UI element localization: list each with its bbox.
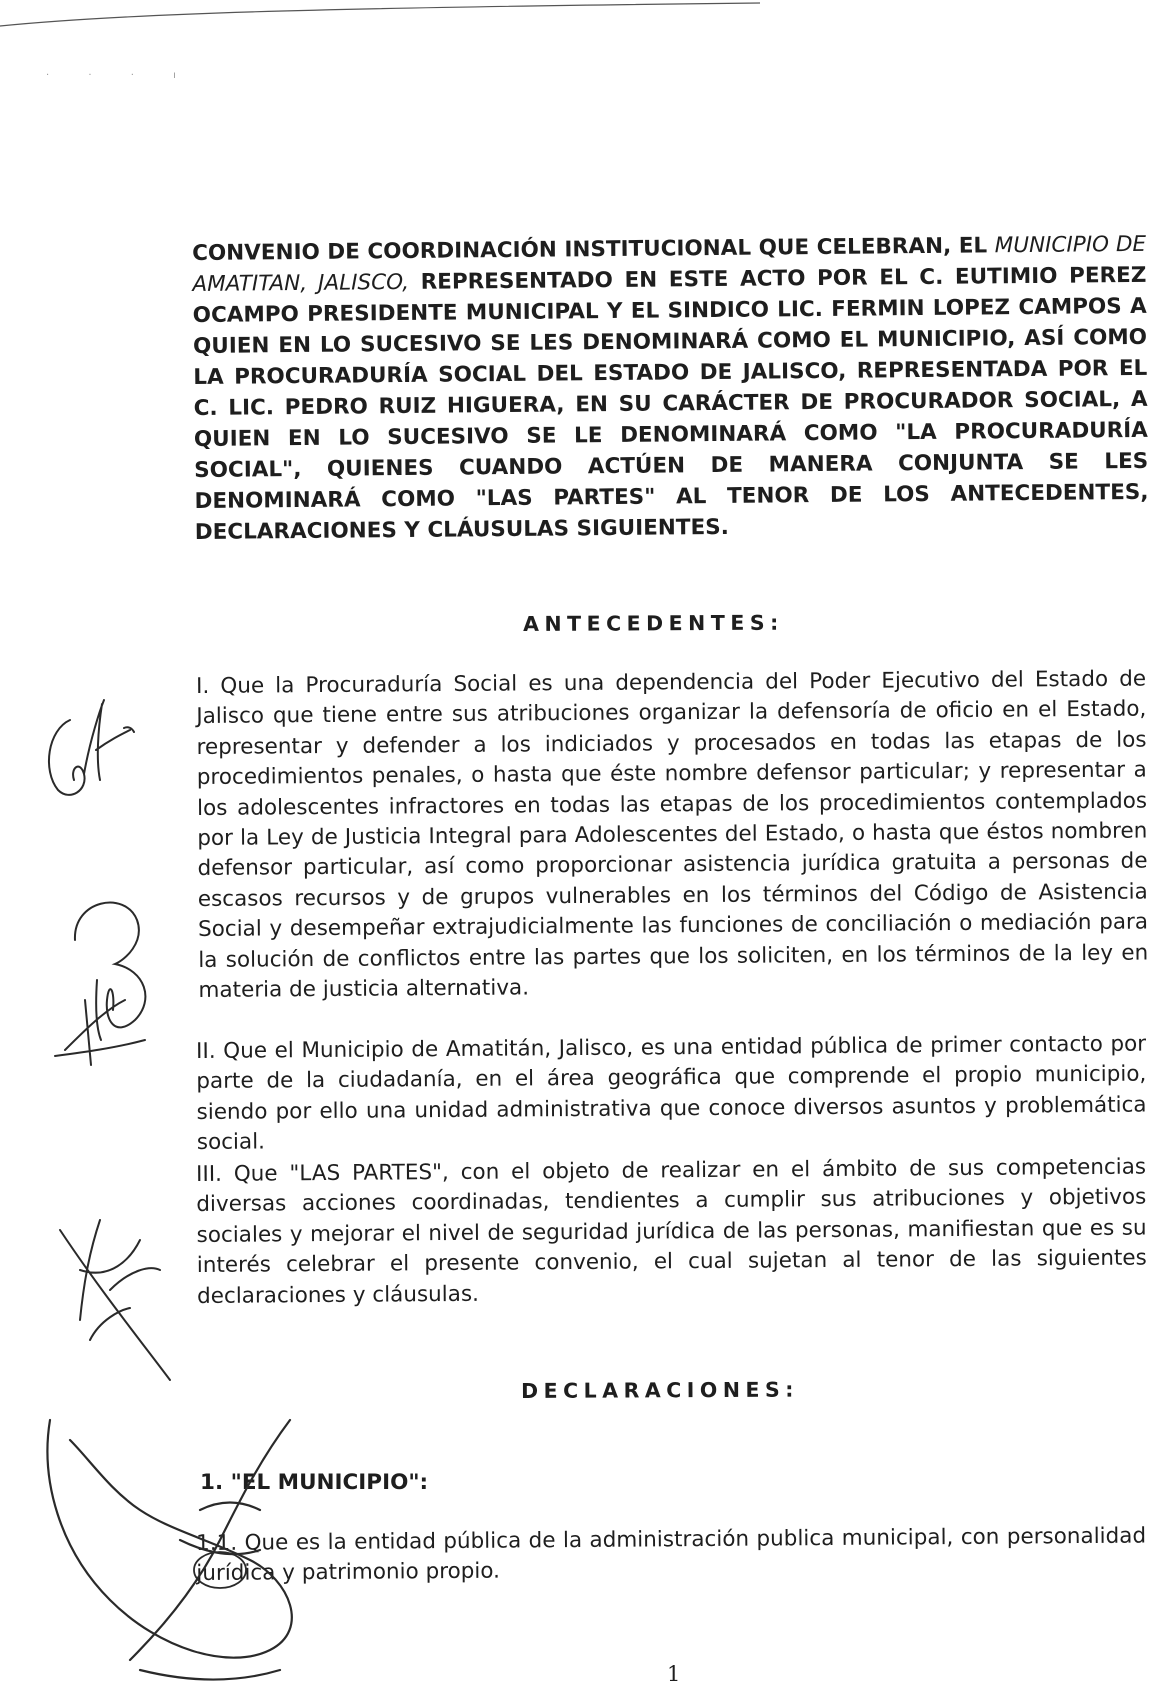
title-italic: MUNICIPIO DE AMATITAN, JALISCO,: [192, 231, 1147, 297]
scan-edge-line: [0, 0, 1158, 40]
initials-signature-2: [45, 880, 165, 1070]
declaraciones-heading: DECLARACIONES:: [521, 1377, 799, 1403]
antecedente-2: II. Que el Municipio de Amatitán, Jalisco, es una entidad pública de primer contacto por parte de la ciudadanía, en el área geográfica que comprende el propio municipio, siendo por ello una unidad administrativa que conoce diversos asuntos y problemática social.: [196, 1031, 1147, 1156]
margin-marks: · · · ı: [46, 70, 194, 81]
antecedente-1: I. Que la Procuraduría Social es una dependencia del Poder Ejecutivo del Estado de Jalisco que tiene entre sus atribuciones organizar la defensoría de oficio en el Estado, representar y defender a los indiciados y procesados en todas las etapas de los procedimientos penales, o hasta que éste nombre defensor particular; y representar a los adolescentes infractores en todas las etapas de los procedimientos contemplados por la Ley de Justicia Integral para Adolescentes del Estado, o hasta que éstos nombren defensor particular, así como proporcionar asistencia jurídica gratuita a personas de escasos recursos y de grupos vulnerables en los términos del Código de Asistencia Social y desempeñar extrajudicialmente las funciones de conciliación o mediación para la solución de conflictos entre las partes que los soliciten, en los términos de la ley en materia de justicia alternativa.: [196, 666, 1149, 1004]
antecedente-3: III. Que "LAS PARTES", con el objeto de realizar en el ámbito de sus competencias diversas acciones coordinadas, tendientes a cumplir sus atribuciones y objetivos sociales y mejorar el nivel de seguridad jurídica de las personas, manifiestan que es su interés celebrar el presente convenio, el cual sujetan al tenor de las siguientes declaraciones y cláusulas.: [196, 1154, 1147, 1309]
declaracion-1-1: 1.1. Que es la entidad pública de la administración publica municipal, con personalidad jurídica y patrimonio propio.: [196, 1523, 1147, 1587]
antecedentes-heading: ANTECEDENTES:: [523, 610, 784, 636]
section-el-municipio: 1. "EL MUNICIPIO":: [200, 1470, 429, 1495]
document-title: [192, 229, 1149, 548]
page-number: 1: [667, 1662, 681, 1686]
initials-signature-3: [40, 1190, 180, 1390]
title-part-2: REPRESENTADO EN ESTE ACTO POR EL C. EUTIMIO PEREZ OCAMPO PRESIDENTE MUNICIPAL Y EL SINDICO LIC. FERMIN LOPEZ CAMPOS A QUIEN EN LO SUCESIVO SE LES DENOMINARÁ COMO EL MUNICIPIO, ASÍ COMO LA PROCURADURÍA SOCIAL DEL ESTADO DE JALISCO, REPRESENTADA POR EL C. LIC. PEDRO RUIZ HIGUERA, EN SU CARÁCTER DE PROCURADOR SOCIAL, A QUIEN EN LO SUCESIVO SE LE DENOMINARÁ COMO "LA PROCURADURÍA SOCIAL", QUIENES CUANDO ACTÚEN DE MANERA CONJUNTA SE LES DENOMINARÁ COMO "LAS PARTES" AL TENOR DE LOS ANTECEDENTES, DECLARACIONES Y CLÁUSULAS SIGUIENTES.: [192, 262, 1149, 545]
initials-signature-1: [40, 690, 140, 810]
title-part-1: CONVENIO DE COORDINACIÓN INSTITUCIONAL QUE CELEBRAN, EL: [192, 233, 995, 266]
